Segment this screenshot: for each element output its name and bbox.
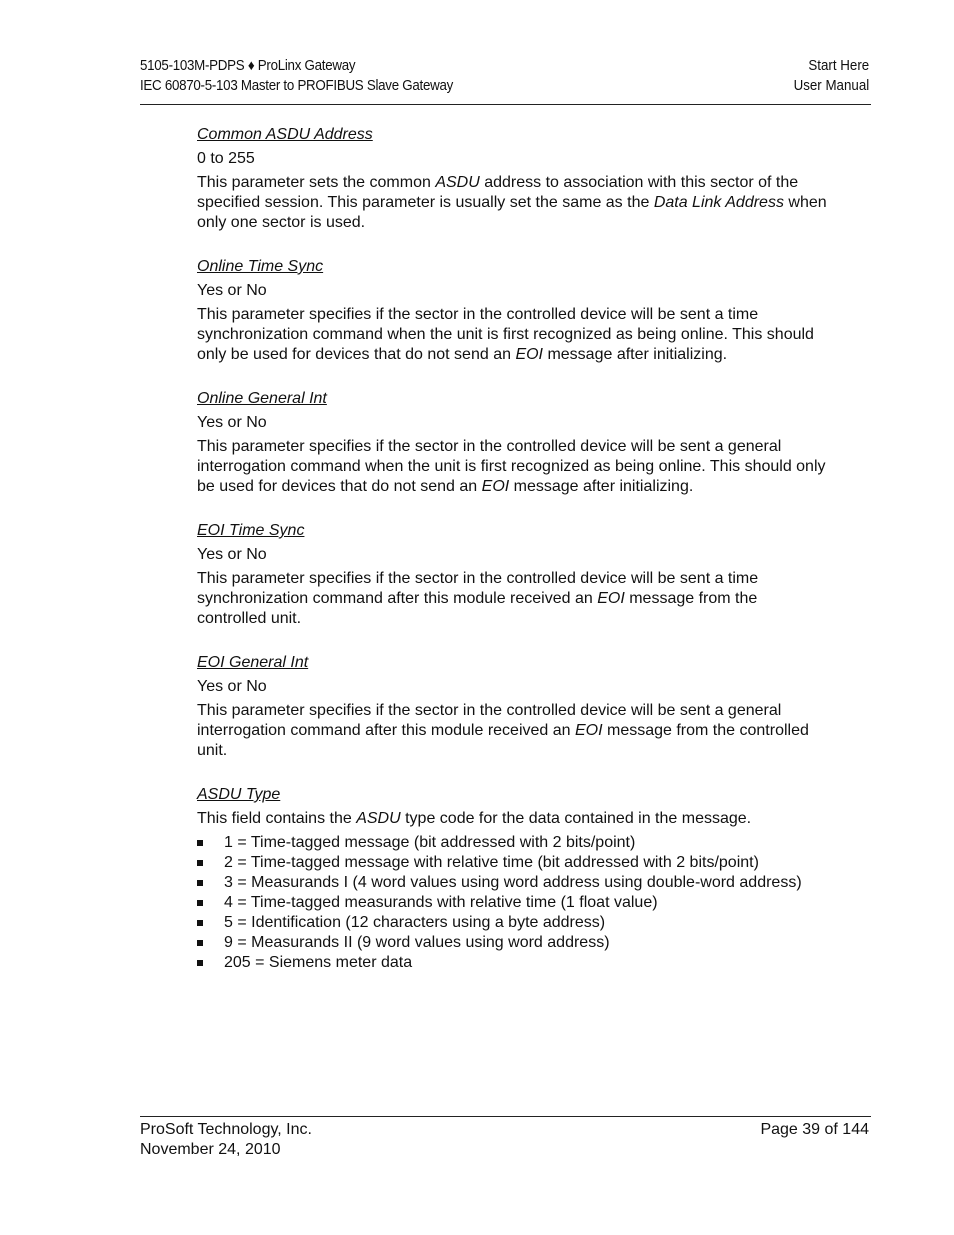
- bullet-icon: [197, 880, 203, 886]
- section-asdu-type: [197, 785, 827, 973]
- bullet-icon: [197, 900, 203, 906]
- section-online-general-int: [197, 389, 827, 497]
- page-number: Page 39 of 144: [760, 1121, 869, 1138]
- list-item: 5 = Identification (12 characters using a byte address): [197, 913, 827, 933]
- section-description: This parameter specifies if the sector in the controlled device will be sent a time synchronization command when the unit is first recognized as being online. This should only be used for devices that do not send an EOI message after initializing.: [197, 306, 814, 363]
- list-item: 1 = Time-tagged message (bit addressed with 2 bits/point): [197, 833, 827, 853]
- section-range: Yes or No: [197, 414, 267, 431]
- bullet-icon: [197, 920, 203, 926]
- bullet-icon: [197, 960, 203, 966]
- page-content: [197, 125, 827, 973]
- section-title: EOI General Int: [197, 654, 309, 671]
- header-left: [140, 56, 453, 96]
- header-chapter: Start Here: [808, 58, 869, 74]
- section-eoi-time-sync: [197, 521, 827, 629]
- footer-company: ProSoft Technology, Inc.: [140, 1121, 312, 1138]
- list-item: 205 = Siemens meter data: [197, 953, 827, 973]
- section-range: Yes or No: [197, 282, 267, 299]
- list-item: 2 = Time-tagged message with relative time (bit addressed with 2 bits/point): [197, 853, 827, 873]
- section-online-time-sync: [197, 257, 827, 365]
- header-right: [793, 56, 869, 96]
- section-title: Online Time Sync: [197, 258, 324, 275]
- section-range: Yes or No: [197, 678, 267, 695]
- page-footer: [140, 1116, 871, 1158]
- section-range: 0 to 255: [197, 150, 255, 167]
- bullet-icon: [197, 940, 203, 946]
- footer-left: [140, 1120, 312, 1160]
- header-doc-type: User Manual: [793, 78, 869, 94]
- section-description: This parameter specifies if the sector in the controlled device will be sent a general interrogation command after this module received an EOI message from the controlled unit.: [197, 702, 809, 759]
- section-title: ASDU Type: [197, 786, 281, 803]
- section-description: This field contains the ASDU type code for the data contained in the message.: [197, 810, 752, 827]
- list-item: 3 = Measurands I (4 word values using word address using double-word address): [197, 873, 827, 893]
- bullet-icon: [197, 840, 203, 846]
- header-product: 5105-103M-PDPS ♦ ProLinx Gateway: [140, 58, 356, 74]
- footer-date: November 24, 2010: [140, 1141, 281, 1158]
- section-eoi-general-int: [197, 653, 827, 761]
- header-subtitle: IEC 60870-5-103 Master to PROFIBUS Slave Gateway: [140, 78, 453, 94]
- section-range: Yes or No: [197, 546, 267, 563]
- section-title: Online General Int: [197, 390, 327, 407]
- asdu-type-list: [197, 833, 827, 973]
- section-description: This parameter specifies if the sector in the controlled device will be sent a general interrogation command when the unit is first recognized as being online. This should only be used for devices that do not send an EOI message after initializing.: [197, 438, 826, 495]
- list-item: 4 = Time-tagged measurands with relative time (1 float value): [197, 893, 827, 913]
- section-description: This parameter specifies if the sector in the controlled device will be sent a time synchronization command after this module received an EOI message from the controlled unit.: [197, 570, 759, 627]
- section-description: This parameter sets the common ASDU address to association with this sector of the specified session. This parameter is usually set the same as the Data Link Address when only one sector is used.: [197, 174, 827, 231]
- section-title: Common ASDU Address: [197, 126, 373, 143]
- bullet-icon: [197, 860, 203, 866]
- section-common-asdu-address: [197, 125, 827, 233]
- section-title: EOI Time Sync: [197, 522, 305, 539]
- page-header: [140, 56, 871, 105]
- list-item: 9 = Measurands II (9 word values using word address): [197, 933, 827, 953]
